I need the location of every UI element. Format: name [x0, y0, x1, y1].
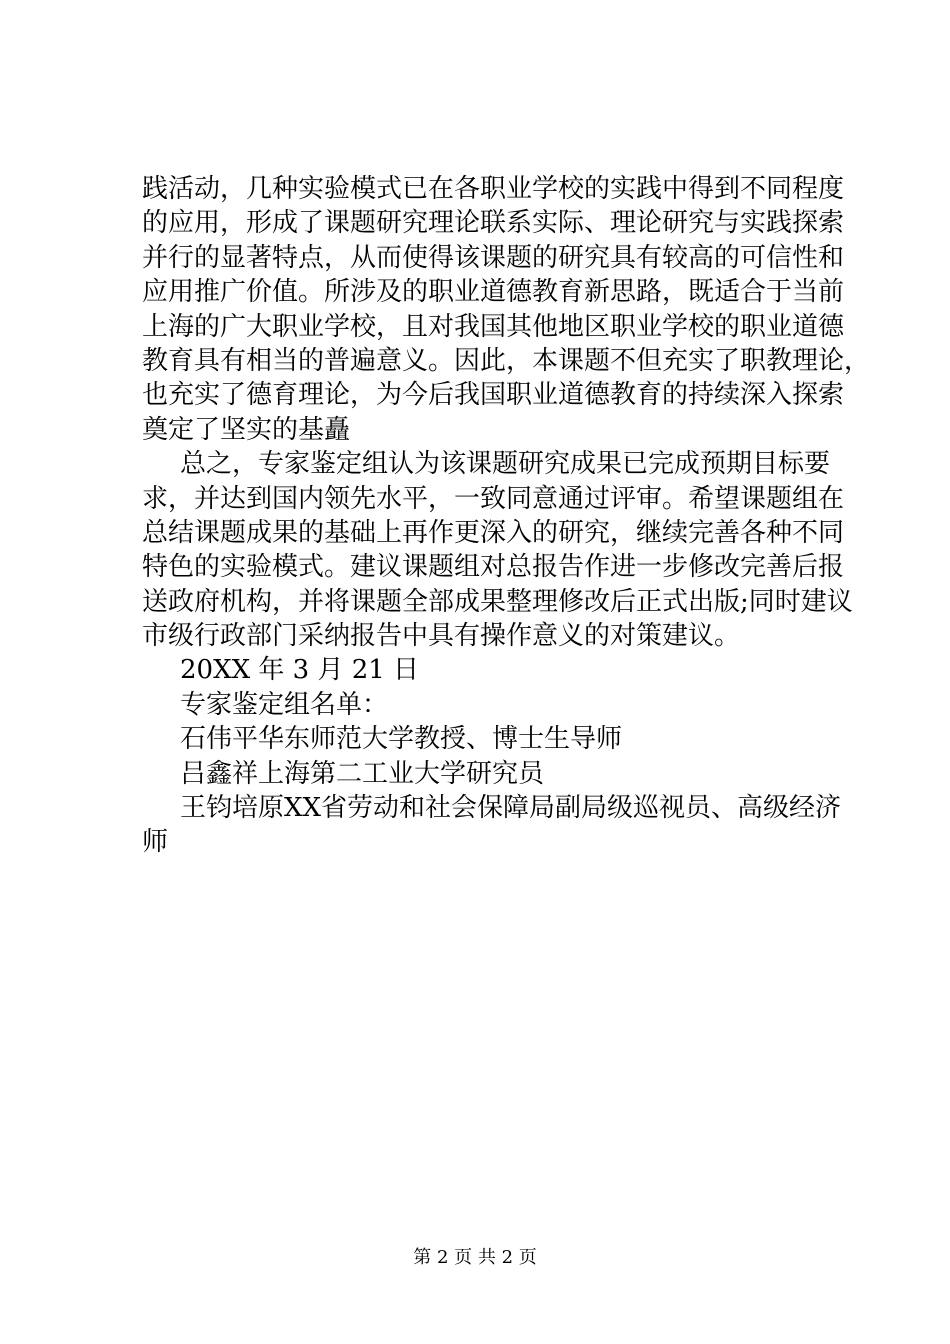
document-body	[142, 172, 871, 860]
text-line: 应用推广价值。所涉及的职业道德教育新思路，既适合于当前	[142, 277, 845, 308]
text-line: 送政府机构，并将课题全部成果整理修改后正式出版;同时建议	[142, 586, 853, 617]
expert-member-wrap: 师	[142, 827, 169, 858]
text-line: 教育具有相当的普遍意义。因此，本课题不但充实了职教理论，	[142, 345, 871, 376]
text-line: 践活动，几种实验模式已在各职业学校的实践中得到不同程度	[142, 174, 845, 204]
text-line: 总结课题成果的基础上再作更深入的研究，继续完善各种不同	[142, 517, 845, 548]
text-line: 市级行政部门采纳报告中具有操作意义的对策建议。	[142, 621, 741, 652]
text-line: 总之，专家鉴定组认为该课题研究成果已完成预期目标要	[180, 449, 831, 480]
page-footer: 第 2 页 共 2 页	[413, 1247, 537, 1268]
expert-member: 吕鑫祥上海第二工业大学研究员	[180, 758, 545, 789]
text-line: 求，并达到国内领先水平，一致同意通过评审。希望课题组在	[142, 483, 845, 514]
text-line: 并行的显著特点，从而使得该课题的研究具有较高的可信性和	[142, 242, 845, 273]
text-line: 也充实了德育理论，为今后我国职业道德教育的持续深入探索	[142, 380, 845, 411]
expert-list-heading: 专家鉴定组名单：	[180, 689, 389, 720]
date-line: 20XX 年 3 月 21 日	[180, 655, 420, 686]
text-line: 奠定了坚实的基矗	[142, 414, 351, 445]
text-line: 上海的广大职业学校，且对我国其他地区职业学校的职业道德	[142, 311, 845, 342]
expert-list	[142, 722, 842, 860]
expert-member: 王钧培原XX省劳动和社会保障局副局级巡视员、高级经济	[180, 793, 842, 824]
text-line: 的应用，形成了课题研究理论联系实际、理论研究与实践探索	[142, 208, 845, 239]
paragraph-conclusion-1	[142, 172, 871, 447]
text-line: 特色的实验模式。建议课题组对总报告作进一步修改完善后报	[142, 552, 845, 583]
expert-member: 石伟平华东师范大学教授、博士生导师	[180, 724, 623, 755]
paragraph-conclusion-2	[142, 447, 853, 653]
